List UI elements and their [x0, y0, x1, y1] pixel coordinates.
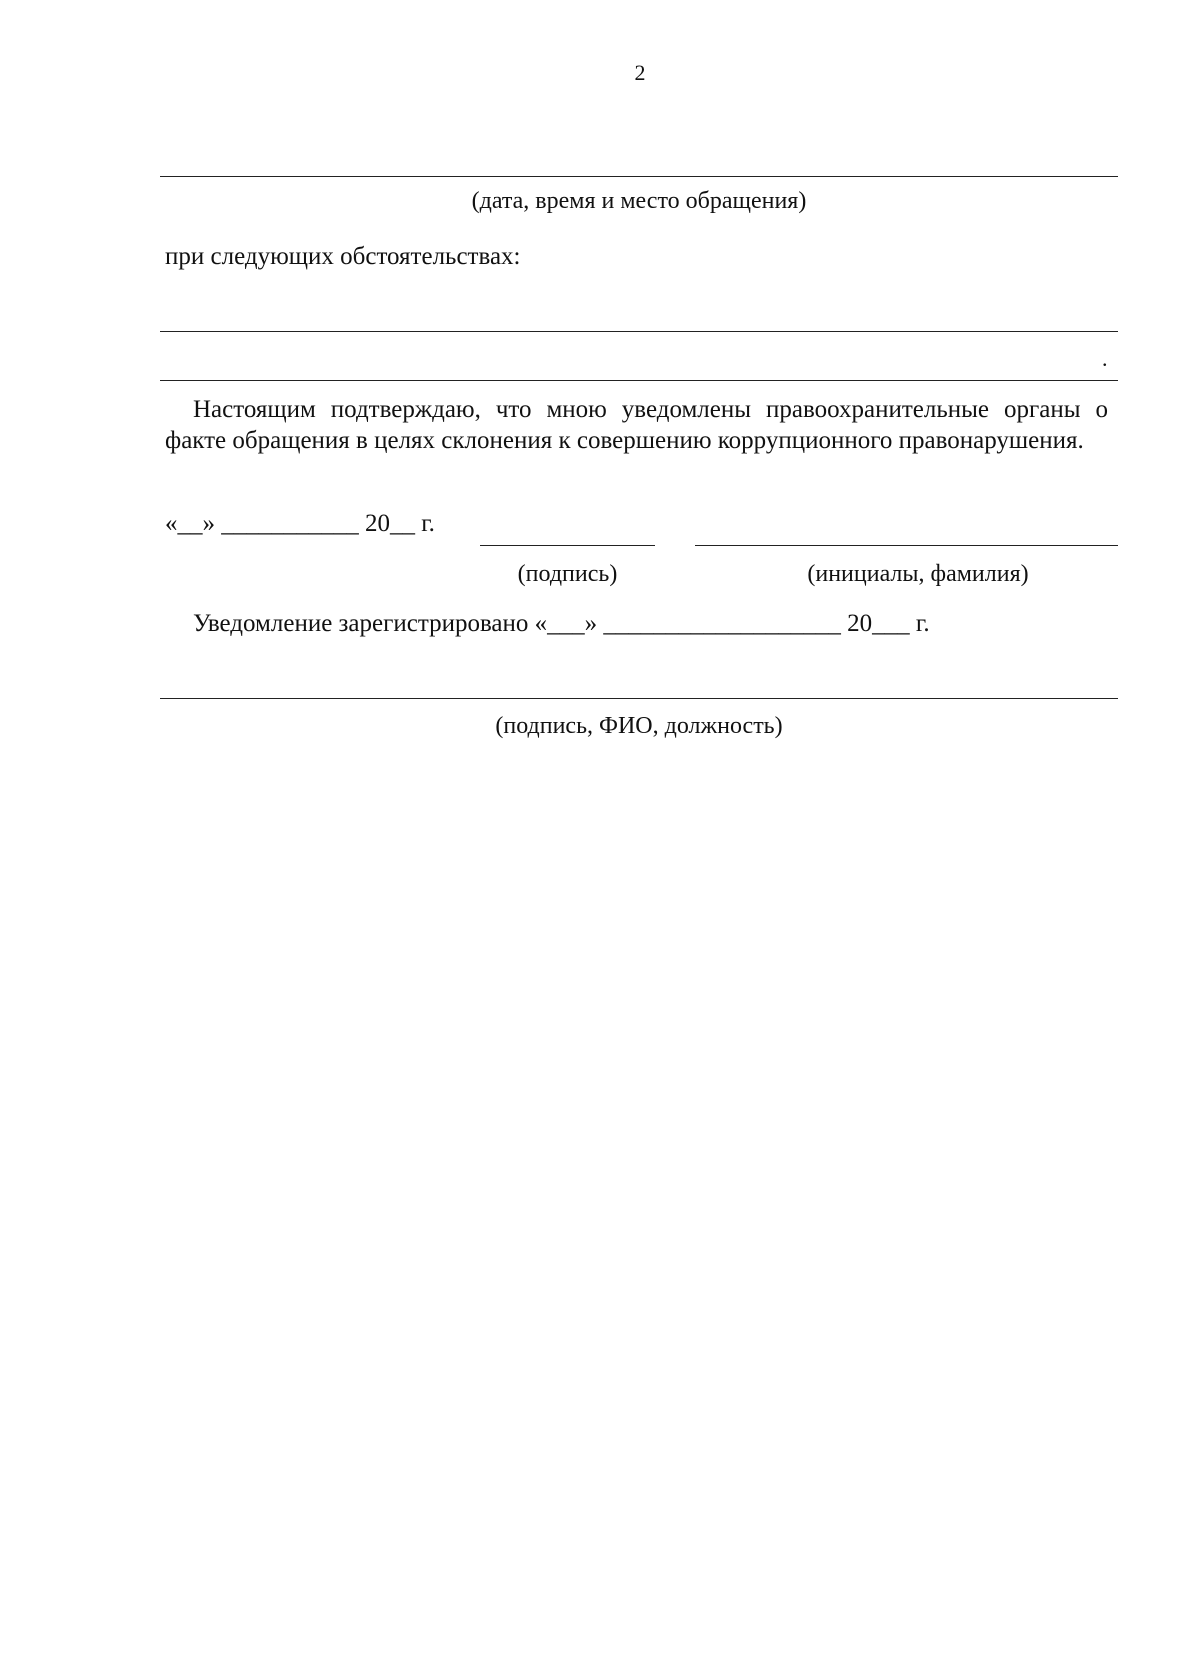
initials-line: [695, 545, 1118, 546]
circumstances-label: при следующих обстоятельствах:: [165, 243, 521, 270]
signature-caption: (подпись): [517, 561, 618, 587]
end-dot: .: [1102, 346, 1108, 371]
signature-line: [480, 545, 655, 546]
circumstances-line-2: [160, 380, 1118, 381]
date-place-caption: (дата, время и место обращения): [471, 188, 807, 214]
registrar-line: [160, 698, 1118, 699]
date-line: «__» ___________ 20__ г.: [165, 510, 435, 537]
initials-caption: (инициалы, фамилия): [807, 561, 1029, 587]
date-place-line: [160, 176, 1118, 177]
confirmation-paragraph: Настоящим подтверждаю, что мною уведомлены правоохранительные органы о факте обращения в целях склонения к совершению коррупционного правонарушения.: [165, 396, 1108, 454]
registered-line: Уведомление зарегистрировано «___» ___________________ 20___ г.: [193, 610, 930, 637]
registrar-caption: (подпись, ФИО, должность): [495, 713, 783, 739]
page-number: 2: [634, 60, 646, 85]
circumstances-line-1: [160, 331, 1118, 332]
